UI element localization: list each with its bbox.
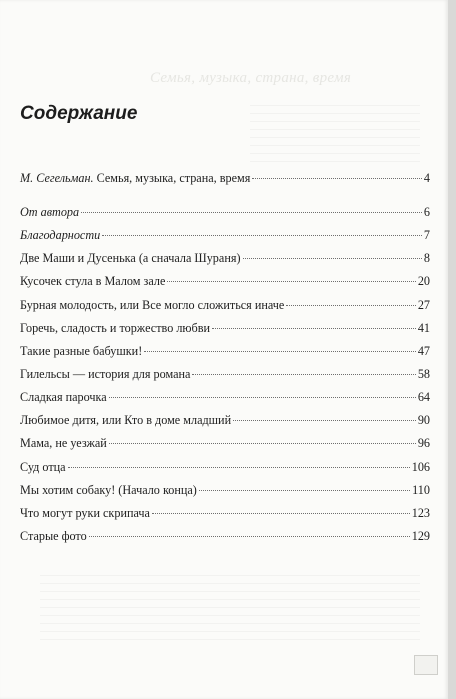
toc-entry-page: 41 [417, 320, 430, 335]
toc-entry-page: 27 [417, 297, 430, 312]
toc-entry-title: Горечь, сладость и торжество любви [20, 320, 210, 335]
dot-leader [252, 178, 422, 179]
dot-leader [233, 420, 416, 421]
page-corner-tab [414, 655, 438, 675]
toc-entry-page: 20 [417, 274, 430, 289]
dot-leader [199, 490, 410, 491]
dot-leader [167, 281, 415, 282]
dot-leader [109, 397, 416, 398]
show-through-title: Семья, музыка, страна, время [150, 70, 352, 86]
toc-entry [20, 529, 430, 552]
toc-entry-title: М. Сегельман. Семья, музыка, страна, время [20, 171, 251, 185]
toc-entry-page: 8 [423, 251, 430, 266]
toc-entry [20, 460, 430, 483]
toc-entry [20, 321, 430, 344]
dot-leader [286, 305, 415, 306]
toc-entry [20, 436, 430, 459]
dot-leader [243, 258, 422, 259]
toc-entry [20, 298, 430, 321]
dot-leader [192, 374, 415, 375]
toc-entry-title: Суд отца [20, 459, 66, 474]
toc-entry [20, 171, 430, 205]
toc-entry [20, 274, 430, 297]
show-through-text [250, 105, 420, 165]
toc-heading: Содержание [20, 103, 138, 124]
toc-entry-title: Кусочек стула в Малом зале [20, 274, 166, 289]
toc-entry-page: 129 [411, 528, 430, 543]
toc-entry-title: Благодарности [20, 228, 101, 243]
toc-entry-page: 123 [411, 505, 430, 520]
show-through-text-bottom [40, 575, 420, 645]
toc-entry-title: Сладкая парочка [20, 390, 107, 405]
toc-entry-page: 58 [417, 366, 430, 381]
dot-leader [102, 235, 422, 236]
toc-entry-title: Старые фото [20, 528, 87, 543]
dot-leader [152, 513, 410, 514]
toc-entry-title: Гилельсы — история для романа [20, 366, 191, 381]
toc-entry-title: От автора [20, 205, 80, 219]
dot-leader [212, 328, 416, 329]
toc-entry-page: 64 [417, 390, 430, 405]
toc-entry-title: Две Маши и Дусенька (а сначала Шураня) [20, 251, 241, 266]
toc-entry-title: Мама, не уезжай [20, 436, 107, 451]
toc-entry-title: Любимое дитя, или Кто в доме младший [20, 413, 232, 428]
toc-entry-title: Мы хотим собаку! (Начало конца) [20, 482, 197, 497]
table-of-contents [20, 171, 430, 552]
toc-entry-page: 47 [417, 343, 430, 358]
dot-leader [81, 212, 422, 213]
dot-leader [144, 351, 416, 352]
toc-entry [20, 228, 430, 251]
toc-entry [20, 251, 430, 274]
toc-entry-author: М. Сегельман. [20, 171, 94, 185]
toc-entry [20, 367, 430, 390]
toc-entry [20, 390, 430, 413]
dot-leader [68, 467, 410, 468]
toc-entry [20, 506, 430, 529]
toc-entry-page: 90 [417, 413, 430, 428]
toc-entry [20, 483, 430, 506]
toc-entry [20, 205, 430, 228]
dot-leader [109, 443, 416, 444]
toc-entry-page: 96 [417, 436, 430, 451]
toc-entry-page: 6 [423, 205, 430, 219]
toc-entry-title: Бурная молодость, или Все могло сложиться иначе [20, 297, 285, 312]
toc-entry-page: 110 [412, 482, 430, 497]
toc-entry [20, 413, 430, 436]
toc-entry-page: 4 [423, 171, 430, 185]
toc-entry-title: Такие разные бабушки! [20, 343, 143, 358]
dot-leader [89, 536, 410, 537]
toc-entry-page: 106 [411, 459, 430, 474]
toc-entry-title: Что могут руки скрипача [20, 505, 150, 520]
toc-entry [20, 344, 430, 367]
toc-entry-page: 7 [423, 228, 430, 243]
